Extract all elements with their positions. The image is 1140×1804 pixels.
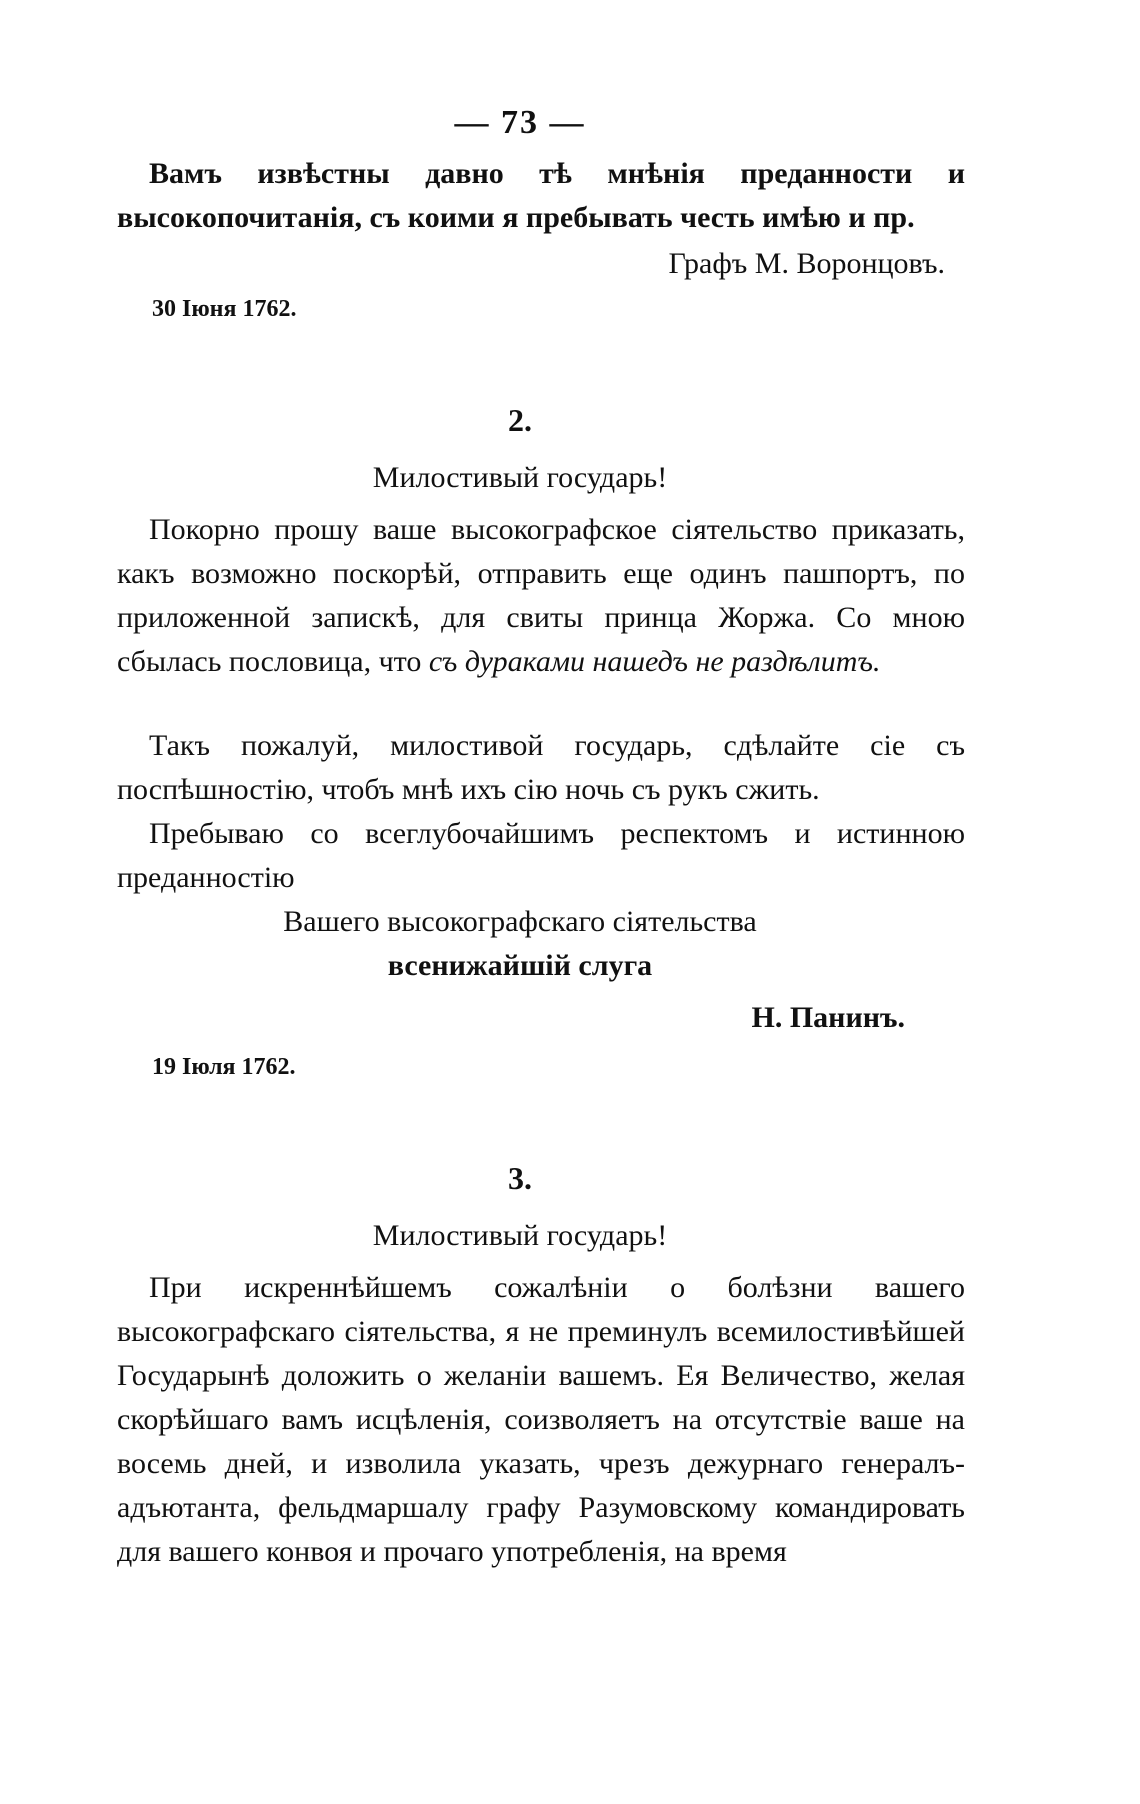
letter2-date: 19 Іюля 1762. <box>152 1054 296 1080</box>
letter2-paragraph-2: Такъ пожалуй, милостивой государь, сдѣлайте сіе съ поспѣшностію, чтобъ мнѣ ихъ сію ночь съ рукъ сжить. <box>117 729 965 806</box>
letter1-signature: Графъ М. Воронцовъ. <box>668 247 945 280</box>
letter2-paragraph-3: Пребываю со всеглубочайшимъ респектомъ и истинною преданностію <box>117 817 965 894</box>
letter2-salutation: Милостивый государь! <box>372 461 668 494</box>
letter2-paragraph-1-text: Покорно прошу ваше высокографское сіятельство приказать, какъ возможно поскорѣй, отправить еще одинъ пашпортъ, по приложенной запискѣ, для свиты принца Жоржа. Со мною сбылась пословица, что <box>117 513 965 678</box>
letter3-paragraph-1: При искреннѣйшемъ сожалѣніи о болѣзни вашего высокографскаго сіятельства, я не преминулъ всемилостивѣйшей Государынѣ доложить о желаніи вашемъ. Ея Величество, желая скорѣйшаго вамъ исцѣленія, соизволяетъ на отсутствіе ваше на восемь дней, и изволила указать, чрезъ дежурнаго генералъ-адъютанта, фельдмаршалу графу Разумовскому командировать для вашего конвоя и прочаго употребленія, на время <box>117 1271 965 1568</box>
letter2-paragraph-1 <box>117 508 965 684</box>
letter2-closing-line-2: всенижайшій слуга <box>387 949 653 982</box>
letter1-date: 30 Іюня 1762. <box>152 296 297 322</box>
letter2-signature: Н. Панинъ. <box>751 1001 905 1034</box>
page-number: — 73 — <box>454 104 586 141</box>
letter3-number: 3. <box>508 1160 532 1196</box>
letter3-salutation: Милостивый государь! <box>372 1219 668 1252</box>
letter2-closing-line-1: Вашего высокографскаго сіятельства <box>283 905 757 938</box>
letter2-number: 2. <box>508 402 532 438</box>
letter1-closing: Вамъ извѣстны давно тѣ мнѣнія преданности и высокопочитанія, съ коими я пребывать честь имѣю и пр. <box>117 157 965 234</box>
letter2-paragraph-1-italic: съ дураками нашедъ не раздѣлитъ. <box>428 645 881 678</box>
